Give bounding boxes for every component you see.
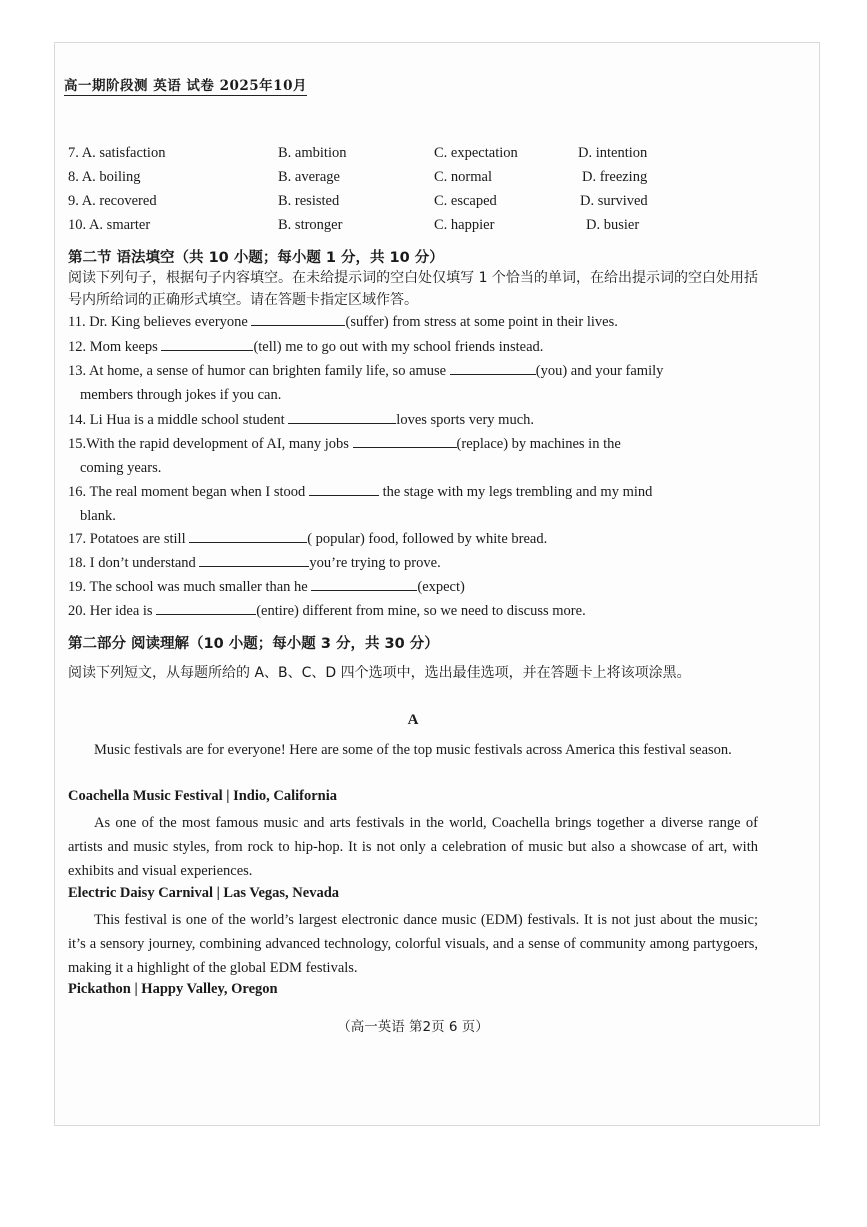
answer-blank[interactable] bbox=[156, 600, 256, 615]
option-c: C. escaped bbox=[434, 193, 497, 209]
question-text: 16. The real moment began when I stood bbox=[68, 484, 309, 500]
question-text: 19. The school was much smaller than he bbox=[68, 579, 312, 595]
option-a: 10. A. smarter bbox=[68, 217, 151, 233]
question-text-continued: members through jokes if you can. bbox=[80, 387, 282, 403]
question-15 bbox=[68, 432, 758, 480]
section-title: 第二节 语法填空（共 10 小题；每小题 1 分，共 10 分） bbox=[68, 250, 444, 266]
question-text: 14. Li Hua is a middle school student bbox=[68, 412, 289, 428]
part-instruction: 阅读下列短文，从每题所给的 A、B、C、D 四个选项中，选出最佳选项，并在答题卡上将该项涂黑。 bbox=[68, 665, 691, 681]
options-row-10 bbox=[68, 217, 758, 237]
question-13 bbox=[68, 359, 758, 407]
question-text: 20. Her idea is bbox=[68, 603, 157, 619]
answer-blank[interactable] bbox=[251, 311, 345, 326]
option-b: B. ambition bbox=[278, 145, 347, 161]
options-row-9 bbox=[68, 193, 758, 213]
option-d: D. survived bbox=[580, 193, 648, 209]
exam-header bbox=[64, 74, 307, 96]
options-row-7 bbox=[68, 145, 758, 165]
question-16 bbox=[68, 480, 758, 528]
question-text: (entire) different from mine, so we need to discuss more. bbox=[256, 603, 586, 619]
question-20 bbox=[68, 599, 758, 623]
option-b: B. resisted bbox=[278, 193, 340, 209]
answer-blank[interactable] bbox=[199, 552, 309, 567]
question-text: 18. I don’t understand bbox=[68, 555, 200, 571]
answer-blank[interactable] bbox=[450, 360, 536, 375]
options-row-8 bbox=[68, 169, 758, 189]
question-text: the stage with my legs trembling and my mind bbox=[378, 484, 653, 500]
question-text: (tell) me to go out with my school friends instead. bbox=[253, 339, 544, 355]
festival-title: Pickathon | Happy Valley, Oregon bbox=[68, 981, 278, 997]
answer-blank[interactable] bbox=[161, 336, 253, 351]
answer-blank[interactable] bbox=[309, 481, 379, 496]
passage-label: A bbox=[407, 712, 419, 728]
answer-blank[interactable] bbox=[311, 576, 417, 591]
option-b: B. stronger bbox=[278, 217, 343, 233]
part-title: 第二部分 阅读理解（10 小题；每小题 3 分，共 30 分） bbox=[68, 636, 439, 652]
festival-title: Electric Daisy Carnival | Las Vegas, Nevada bbox=[68, 885, 340, 901]
option-d: D. intention bbox=[578, 145, 648, 161]
option-a: 9. A. recovered bbox=[68, 193, 157, 209]
option-b: B. average bbox=[278, 169, 340, 185]
option-a: 7. A. satisfaction bbox=[68, 145, 166, 161]
exam-header-text: 高一期阶段测 英语 试卷 2025年10月 bbox=[64, 74, 307, 96]
question-text: (replace) by machines in the bbox=[456, 436, 621, 452]
festival-description: This festival is one of the world’s largest electronic dance music (EDM) festivals. It is not just about the music; it’s a sensory journey, combining advanced technology, colorful visuals, and a sense of community among partygoers, making it a highlight of the global EDM festivals. bbox=[68, 912, 758, 976]
option-c: C. happier bbox=[434, 217, 495, 233]
question-text: 12. Mom keeps bbox=[68, 339, 162, 355]
question-text: ( popular) food, followed by white bread. bbox=[307, 531, 548, 547]
question-text-continued: coming years. bbox=[80, 460, 162, 476]
page-footer: （高一英语 第2页 6 页） bbox=[337, 1019, 489, 1035]
question-text: you’re trying to prove. bbox=[309, 555, 441, 571]
question-text-continued: blank. bbox=[80, 508, 116, 524]
answer-blank[interactable] bbox=[353, 433, 457, 448]
question-text: 13. At home, a sense of humor can brighten family life, so amuse bbox=[68, 363, 450, 379]
question-14 bbox=[68, 408, 758, 432]
section-instruction: 阅读下列句子，根据句子内容填空。在未给提示词的空白处仅填写 1 个恰当的单词，在给出提示词的空白处用括号内所给词的正确形式填空。请在答题卡指定区域作答。 bbox=[68, 270, 758, 308]
festival-title: Coachella Music Festival | Indio, California bbox=[68, 788, 338, 804]
question-text: loves sports very much. bbox=[396, 412, 535, 428]
question-12 bbox=[68, 335, 758, 359]
question-17 bbox=[68, 527, 758, 551]
passage-intro: Music festivals are for everyone! Here are some of the top music festivals across America this festival season. bbox=[94, 742, 732, 758]
option-c: C. expectation bbox=[434, 145, 518, 161]
option-d: D. freezing bbox=[582, 169, 648, 185]
question-text: (you) and your family bbox=[535, 363, 664, 379]
answer-blank[interactable] bbox=[189, 528, 307, 543]
question-text: 17. Potatoes are still bbox=[68, 531, 190, 547]
question-19 bbox=[68, 575, 758, 599]
option-a: 8. A. boiling bbox=[68, 169, 141, 185]
question-text: (expect) bbox=[417, 579, 465, 595]
question-18 bbox=[68, 551, 758, 575]
question-text: 11. Dr. King believes everyone bbox=[68, 314, 252, 330]
option-d: D. busier bbox=[586, 217, 640, 233]
answer-blank[interactable] bbox=[288, 409, 396, 424]
question-text: 15.With the rapid development of AI, many jobs bbox=[68, 436, 353, 452]
option-c: C. normal bbox=[434, 169, 492, 185]
festival-description: As one of the most famous music and arts festivals in the world, Coachella brings together a diverse range of artists and music styles, from rock to hip-hop. It is not only a celebration of music but also a showcase of art, with exhibits and visual experiences. bbox=[68, 815, 758, 879]
question-11 bbox=[68, 310, 758, 334]
question-text: (suffer) from stress at some point in their lives. bbox=[345, 314, 618, 330]
